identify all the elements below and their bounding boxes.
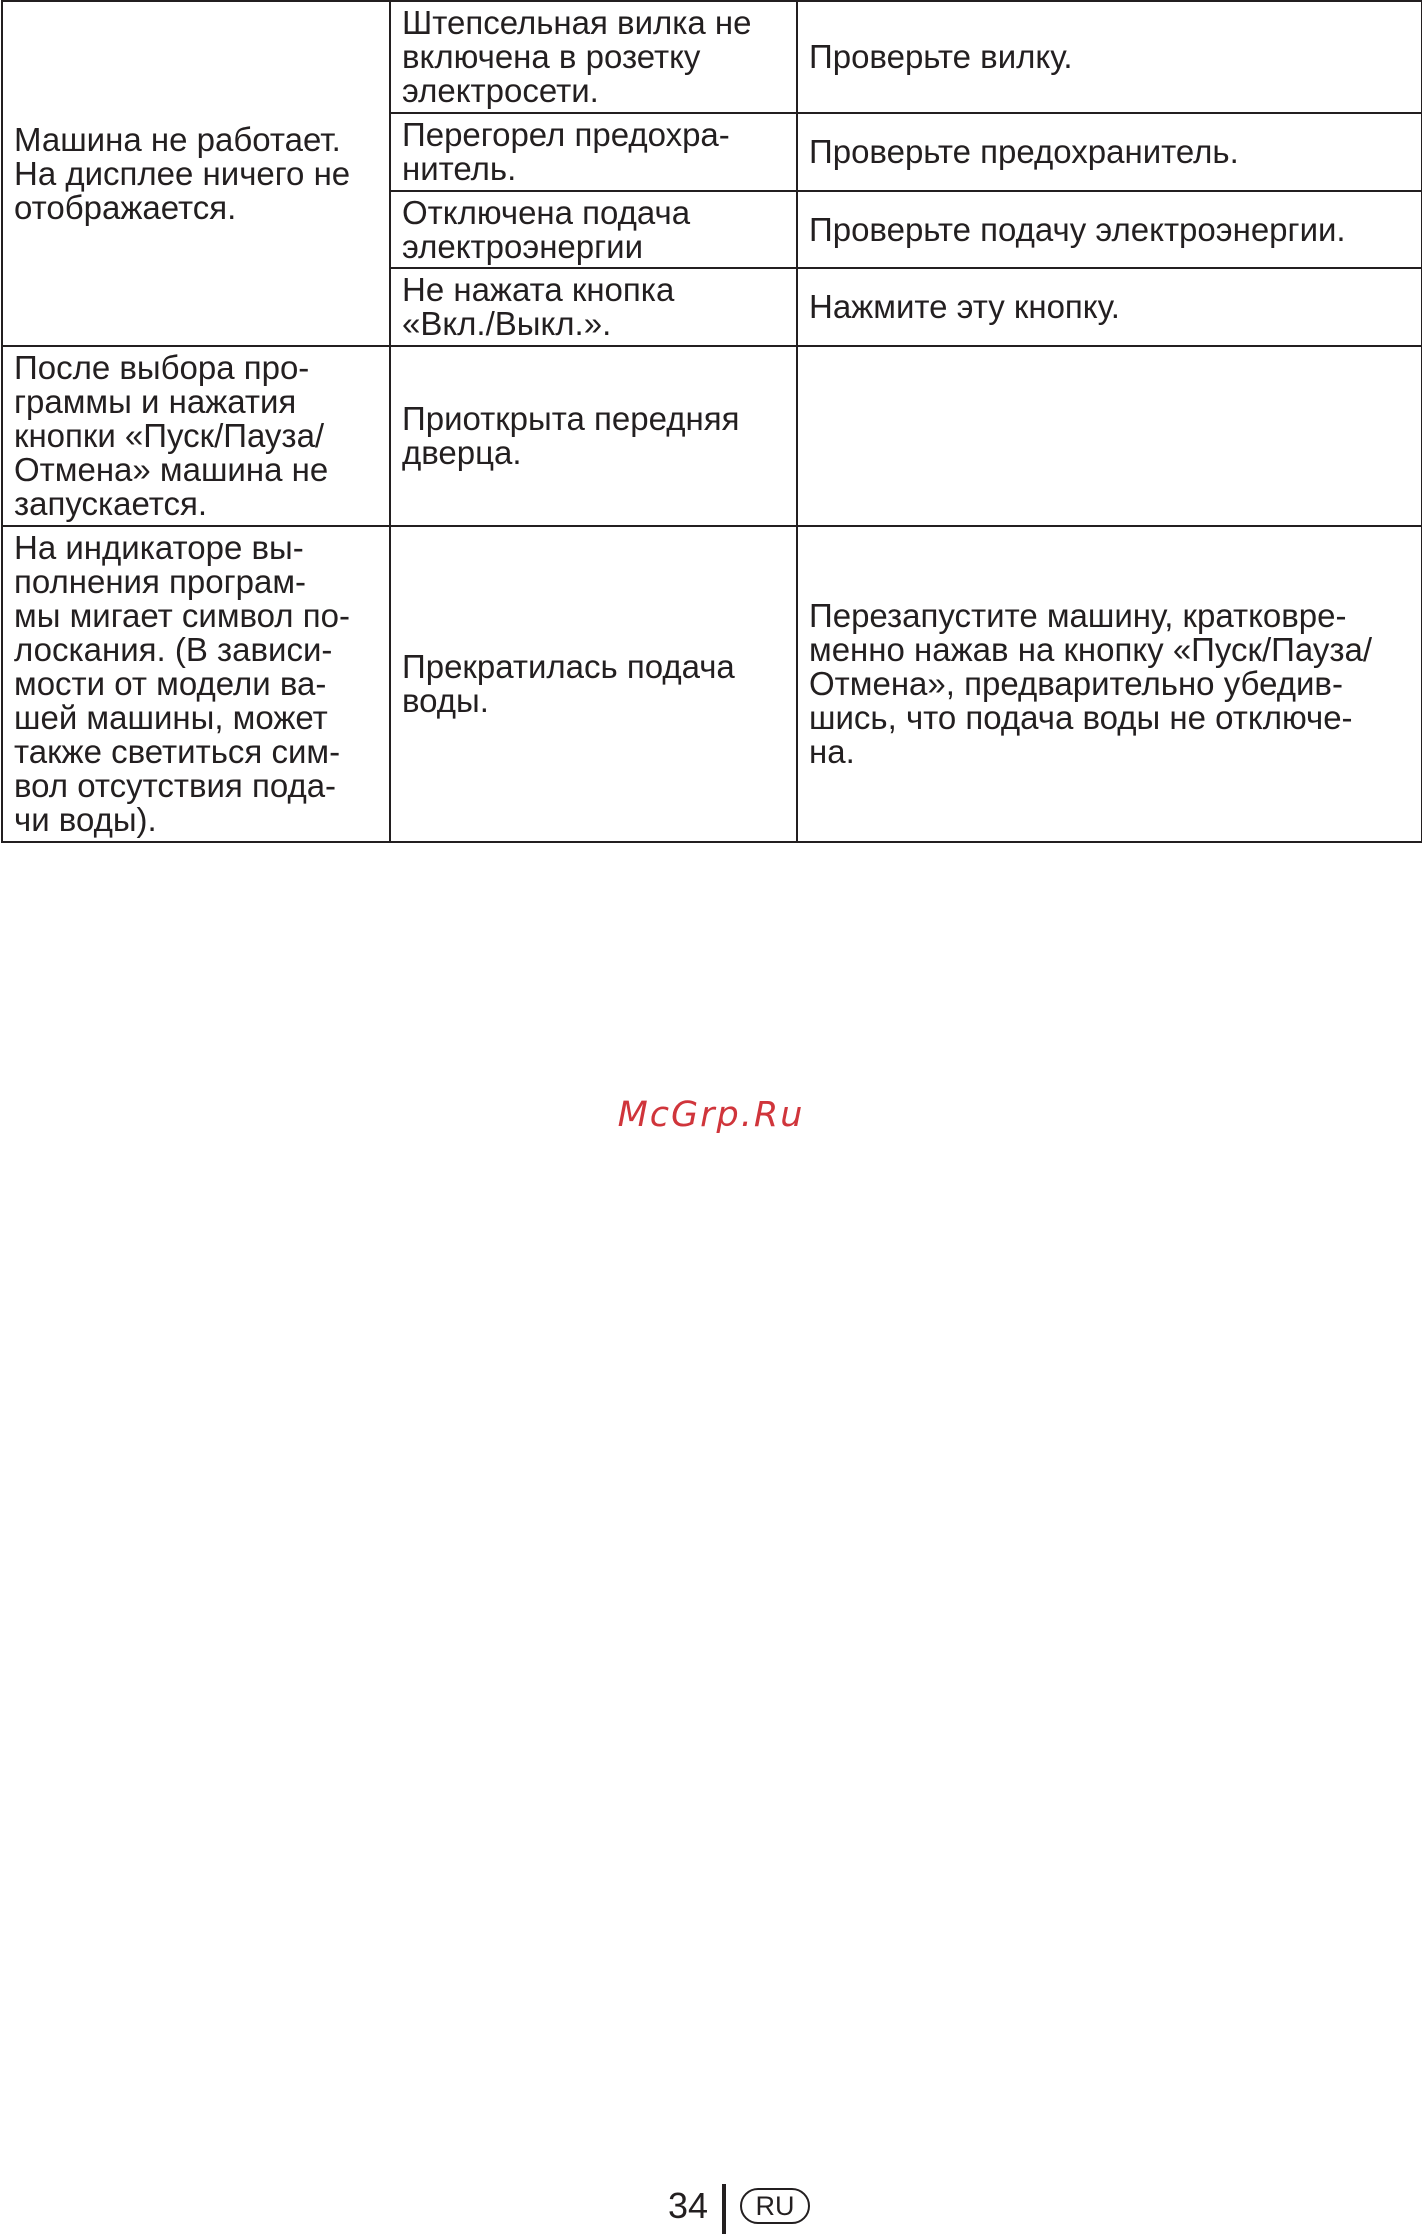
problem-cell: На индикаторе вы- полнения програм- мы мигает символ по- лоскания. (В зависи- мости от модели ва- шей машины, может также светиться сим- вол отсутствия пода- чи воды). (2, 526, 390, 842)
cause-cell: Перегорел предохра- нитель. (390, 113, 797, 191)
solution-cell (797, 346, 1422, 526)
page-number: 34 (667, 2185, 708, 2226)
footer-divider (722, 2184, 726, 2234)
table-row (2, 346, 1422, 526)
solution-cell: Перезапустите машину, кратковре- менно нажав на кнопку «Пуск/Пауза/ Отмена», предварительно убедив- шись, что подача воды не отключе- на. (797, 526, 1422, 842)
troubleshooting-table (1, 0, 1422, 843)
solution-cell: Проверьте подачу электроэнергии. (797, 191, 1422, 268)
cause-cell: Штепсельная вилка не включена в розетку электросети. (390, 1, 797, 113)
table-row (2, 526, 1422, 842)
cause-cell: Приоткрыта передняя дверца. (390, 346, 797, 526)
table-row (2, 1, 1422, 113)
problem-cell: Машина не работает. На дисплее ничего не отображается. (2, 1, 390, 346)
solution-cell: Проверьте предохранитель. (797, 113, 1422, 191)
solution-cell: Нажмите эту кнопку. (797, 268, 1422, 346)
solution-cell: Проверьте вилку. (797, 1, 1422, 113)
watermark: McGrp.Ru (617, 1095, 805, 1135)
cause-cell: Отключена подача электроэнергии (390, 191, 797, 268)
problem-cell: После выбора про- граммы и нажатия кнопки «Пуск/Пауза/ Отмена» машина не запускается. (2, 346, 390, 526)
cause-cell: Не нажата кнопка «Вкл./Выкл.». (390, 268, 797, 346)
page-footer (0, 2184, 1422, 2234)
cause-cell: Прекратилась подача воды. (390, 526, 797, 842)
language-badge: RU (740, 2188, 810, 2224)
